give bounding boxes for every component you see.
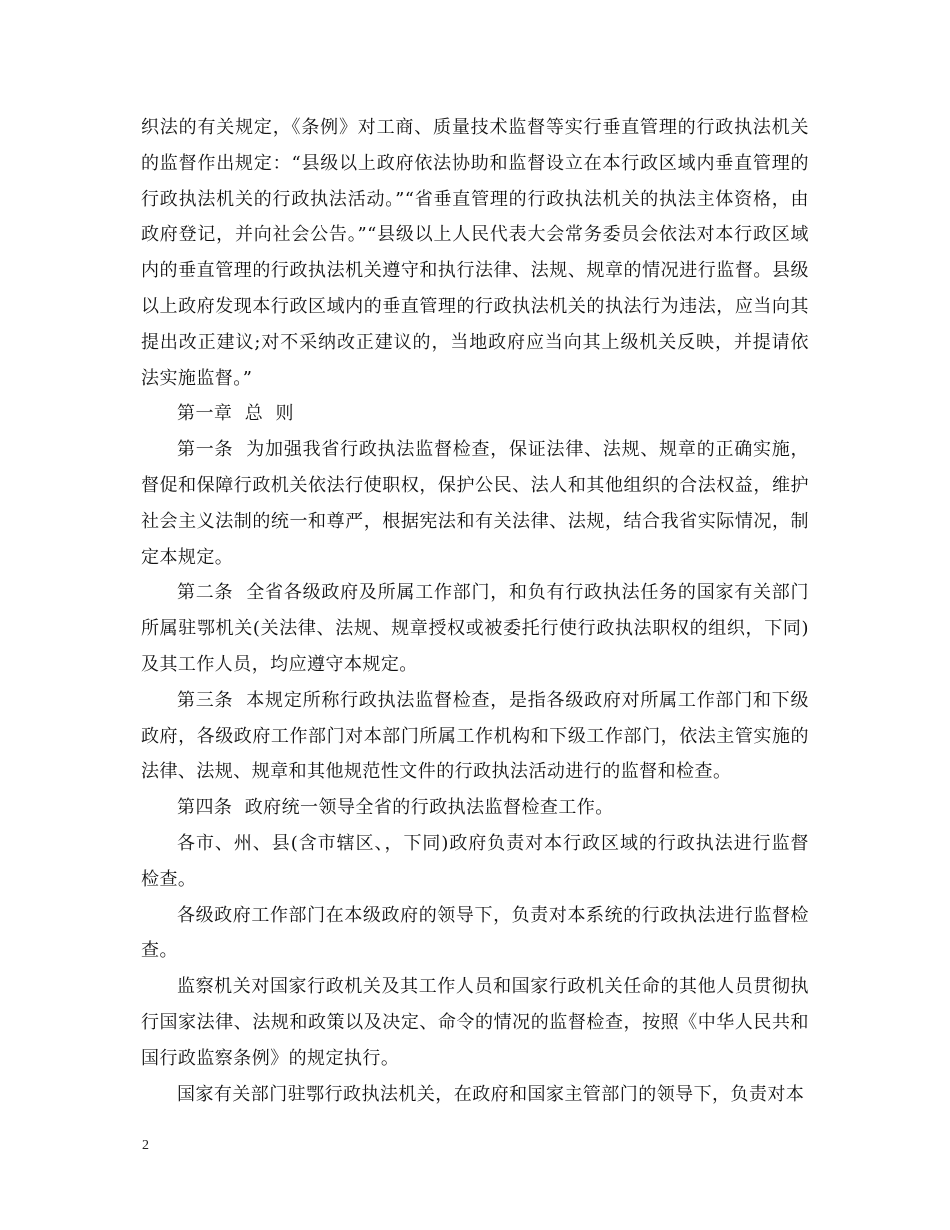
chapter-heading: 第一章 总 则 [177, 403, 294, 425]
article-4-clause-3: 各级政府工作部门在本级政府的领导下，负责对本系统的行政执法进行监督检查。 [141, 904, 809, 962]
article-2: 第二条 全省各级政府及所属工作部门，和负有行政执法任务的国家有关部门所属驻鄂机关(关法律、法规、规章授权或被委托行使行政执法职权的组织，下同)及其工作人员，均应遵守本规定。 [141, 582, 809, 675]
article-4: 第四条 政府统一领导全省的行政执法监督检查工作。 [177, 797, 614, 819]
paragraph-1: 织法的有关规定，《条例》对工商、质量技术监督等实行垂直管理的行政执法机关的监督作出规定：“县级以上政府依法协助和监督设立在本行政区域内垂直管理的行政执法机关的行政执法活动。”“省垂直管理的行政执法机关的执法主体资格，由政府登记，并向社会公告。”“县级以上人民代表大会常务委员会依法对本行政区域内的垂直管理的行政执法机关遵守和执行法律、法规、规章的情况进行监督。县级以上政府发现本行政区域内的垂直管理的行政执法机关的执法行为违法，应当向其提出改正建议;对不采纳改正建议的，当地政府应当向其上级机关反映，并提请依法实施监督。” [141, 117, 809, 389]
article-3: 第三条 本规定所称行政执法监督检查，是指各级政府对所属工作部门和下级政府，各级政府工作部门对本部门所属工作机构和下级工作部门，依法主管实施的法律、法规、规章和其他规范性文件的行政执法活动进行的监督和检查。 [141, 689, 809, 783]
page-number: 2 [142, 1138, 149, 1153]
article-1: 第一条 为加强我省行政执法监督检查，保证法律、法规、规章的正确实施，督促和保障行政机关依法行使职权，保护公民、法人和其他组织的合法权益，维护社会主义法制的统一和尊严，根据宪法和有关法律、法规，结合我省实际情况，制定本规定。 [141, 439, 809, 568]
article-4-clause-2: 各市、州、县(含市辖区、，下同)政府负责对本行政区域的行政执法进行监督检查。 [141, 832, 809, 890]
article-4-clause-5: 国家有关部门驻鄂行政执法机关，在政府和国家主管部门的领导下，负责对本 [177, 1083, 805, 1105]
document-body [141, 110, 809, 1112]
article-4-clause-4: 监察机关对国家行政机关及其工作人员和国家行政机关任命的其他人员贯彻执行国家法律、法规和政策以及决定、命令的情况的监督检查，按照《中华人民共和国行政监察条例》的规定执行。 [141, 976, 809, 1069]
